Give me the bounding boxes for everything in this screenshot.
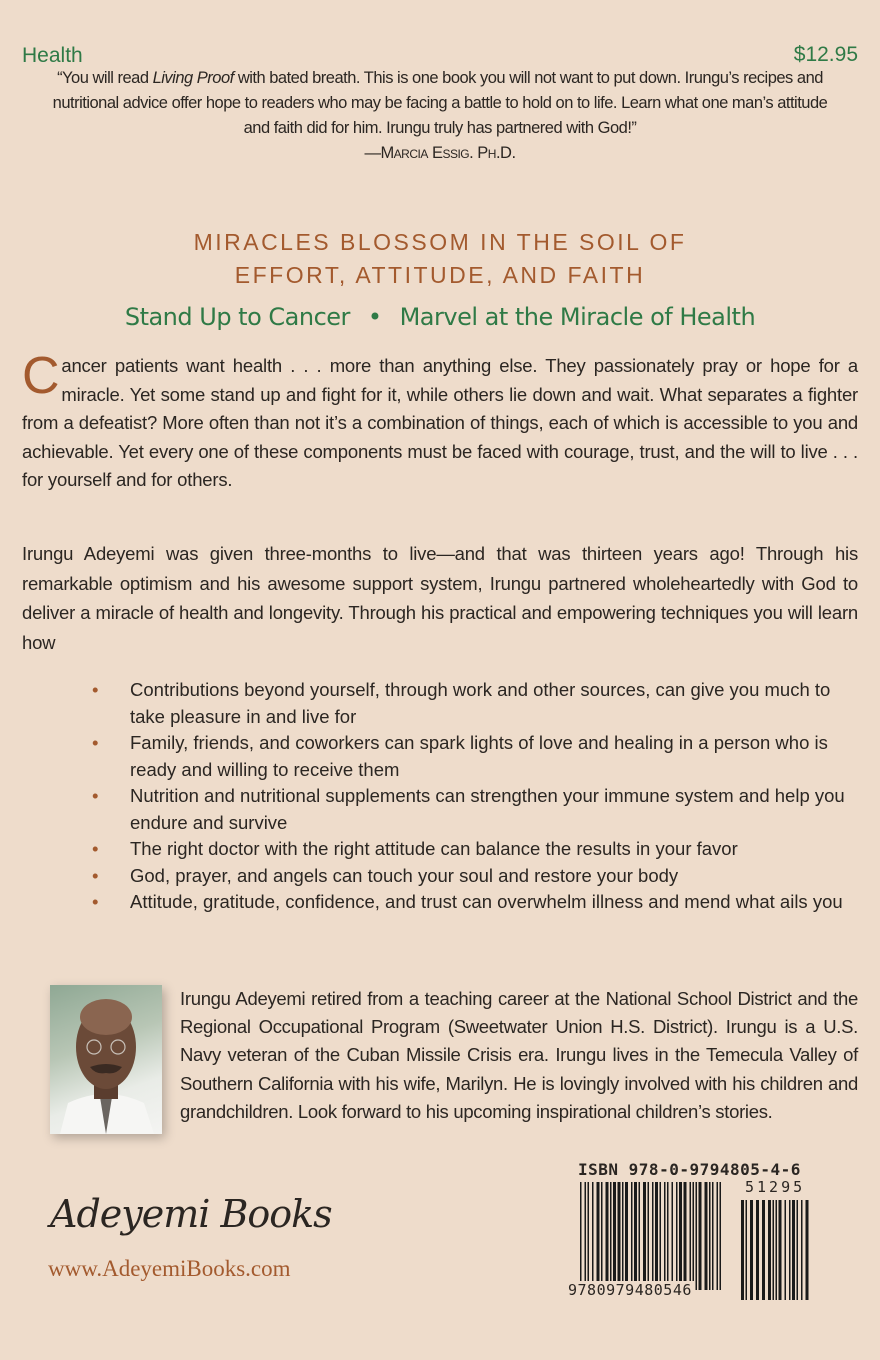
bullet-icon: • <box>92 785 99 806</box>
barcode-bar <box>655 1182 658 1290</box>
tagline-heading <box>0 226 880 292</box>
barcode-bar <box>634 1182 637 1290</box>
barcode-bar <box>667 1182 669 1290</box>
list-item-text: Nutrition and nutritional supplements can strengthen your immune system and help you endure and survive <box>130 785 845 833</box>
quote-attribution: —Marcia Essig. Ph.D. <box>364 144 516 162</box>
barcode-bar <box>613 1182 616 1290</box>
barcode-bar <box>684 1182 687 1290</box>
barcode-bar <box>664 1182 666 1290</box>
barcode-bar <box>676 1182 678 1290</box>
intro-paragraph <box>22 347 858 495</box>
barcode-bar <box>768 1200 771 1300</box>
bullet-icon: • <box>92 891 99 912</box>
barcode-bar <box>690 1182 692 1290</box>
barcode-bar <box>643 1182 646 1290</box>
isbn-text: ISBN 978-0-9794805-4-6 <box>578 1160 801 1179</box>
barcode-bar <box>756 1200 759 1300</box>
quote-text-end: with bated breath. This is one book you will not want to put down. Irungu’s recipes and nutritional advice offer hope to readers who may be facing a battle to hold on to life. Learn what one man’s attitude and faith did for him. Irungu truly has partnered with God!” <box>52 69 828 137</box>
subheading <box>0 303 880 331</box>
list-item <box>92 730 858 783</box>
barcode-bar <box>652 1182 654 1290</box>
price: $12.95 <box>793 43 858 66</box>
barcode-bar <box>797 1200 799 1300</box>
subheading-right: Marvel at the Miracle of Health <box>399 303 756 331</box>
barcode-bar <box>597 1182 600 1290</box>
bullet-separator: • <box>367 303 382 331</box>
barcode-bar <box>606 1182 609 1290</box>
heading-line-2: EFFORT, ATTITUDE, AND FAITH <box>234 262 646 288</box>
story-paragraph: Irungu Adeyemi was given three-months to live—and that was thirteen years ago! Through his remarkable optimism and his awesome support system, Irungu partnered wholeheartedly with God to deliver a miracle of health and longevity. Through his practical and empowering techniques you will learn how <box>22 543 858 653</box>
barcode-bar <box>631 1182 633 1290</box>
barcode-bar <box>622 1182 624 1290</box>
barcode-bar <box>789 1200 791 1300</box>
barcode-bar <box>750 1200 753 1300</box>
barcode-bar <box>693 1182 695 1290</box>
barcode-bar <box>618 1182 621 1290</box>
barcode-bar <box>588 1182 590 1290</box>
barcode-bar <box>741 1200 744 1300</box>
heading-line-1: MIRACLES BLOSSOM IN THE SOIL OF <box>193 229 687 255</box>
barcode-bar <box>746 1200 748 1300</box>
drop-cap: C <box>22 347 60 405</box>
bullet-icon: • <box>92 679 99 700</box>
barcode-bar <box>705 1182 708 1290</box>
barcode-bar <box>610 1182 612 1290</box>
publisher-logo: Adeyemi Books <box>50 1192 332 1236</box>
barcode-bar <box>648 1182 650 1290</box>
bullet-icon: • <box>92 838 99 859</box>
barcode-bar <box>801 1200 803 1300</box>
barcode-bar <box>720 1182 722 1290</box>
barcode-bar <box>679 1182 682 1290</box>
list-item-text: Family, friends, and coworkers can spark lights of love and healing in a person who is ready and willing to receive them <box>130 732 828 780</box>
subheading-left: Stand Up to Cancer <box>124 303 350 331</box>
barcode-addon: 51295 <box>745 1178 806 1196</box>
barcode-bar <box>776 1200 778 1300</box>
barcode-bar <box>709 1182 711 1290</box>
book-title: Living Proof <box>152 69 234 87</box>
list-item-text: God, prayer, and angels can touch your soul and restore your body <box>130 864 679 886</box>
endorsement-quote <box>40 66 840 166</box>
barcode-bar <box>580 1182 582 1290</box>
list-item <box>92 863 858 890</box>
quote-text-start: “You will read <box>57 69 153 87</box>
author-photo <box>50 985 162 1134</box>
list-item-text: The right doctor with the right attitude can balance the results in your favor <box>130 838 738 859</box>
barcode-bar <box>639 1182 641 1290</box>
barcode-bar <box>699 1182 702 1290</box>
intro-text: ancer patients want health . . . more than anything else. They passionately pray or hope for a miracle. Yet some stand up and fight for it, while others lie down and wait. What separates a fighter from a defeatist? More often than not it’s a combination of things, each of which is accessible to you and achievable. Yet every one of these components must be faced with courage, trust, and the will to live . . . for yourself and for others. <box>22 355 858 491</box>
barcode-bar <box>592 1182 594 1290</box>
barcode-bar <box>696 1182 698 1290</box>
list-item-text: Attitude, gratitude, confidence, and trust can overwhelm illness and mend what ails you <box>130 891 843 912</box>
publisher-url[interactable]: www.AdeyemiBooks.com <box>48 1256 291 1281</box>
barcode-bar <box>712 1182 714 1290</box>
barcode-bar <box>601 1182 603 1290</box>
barcode-bar <box>625 1182 628 1290</box>
barcode-ean: 9780979480546 <box>568 1281 692 1299</box>
barcode-bar <box>660 1182 662 1290</box>
benefits-list <box>92 677 858 916</box>
author-bio: Irungu Adeyemi retired from a teaching career at the National School District and the Regional Occupational Program (Sweetwater Union H.S. District). Irungu is a U.S. Navy veteran of the Cuban Missile Crisis era. Irungu lives in the Temecula Valley of Southern California with his wife, Marilyn. He is lovingly involved with his children and grandchildren. Look forward to his upcoming inspirational children’s stories. <box>180 988 858 1122</box>
barcode-bar <box>672 1182 674 1290</box>
list-item <box>92 783 858 836</box>
barcode-bar <box>806 1200 809 1300</box>
barcode-bar <box>717 1182 719 1290</box>
list-item <box>92 836 858 863</box>
list-item <box>92 677 858 730</box>
category-label: Health <box>22 44 83 67</box>
barcode-bar <box>792 1200 795 1300</box>
barcode-bar <box>585 1182 587 1290</box>
barcode-bar <box>785 1200 787 1300</box>
barcode-bar <box>762 1200 765 1300</box>
list-item <box>92 889 858 916</box>
bullet-icon: • <box>92 732 99 753</box>
bullet-icon: • <box>92 864 99 886</box>
list-item-text: Contributions beyond yourself, through work and other sources, can give you much to take pleasure in and live for <box>130 679 831 727</box>
barcode-bar <box>779 1200 782 1300</box>
barcode-bar <box>773 1200 775 1300</box>
